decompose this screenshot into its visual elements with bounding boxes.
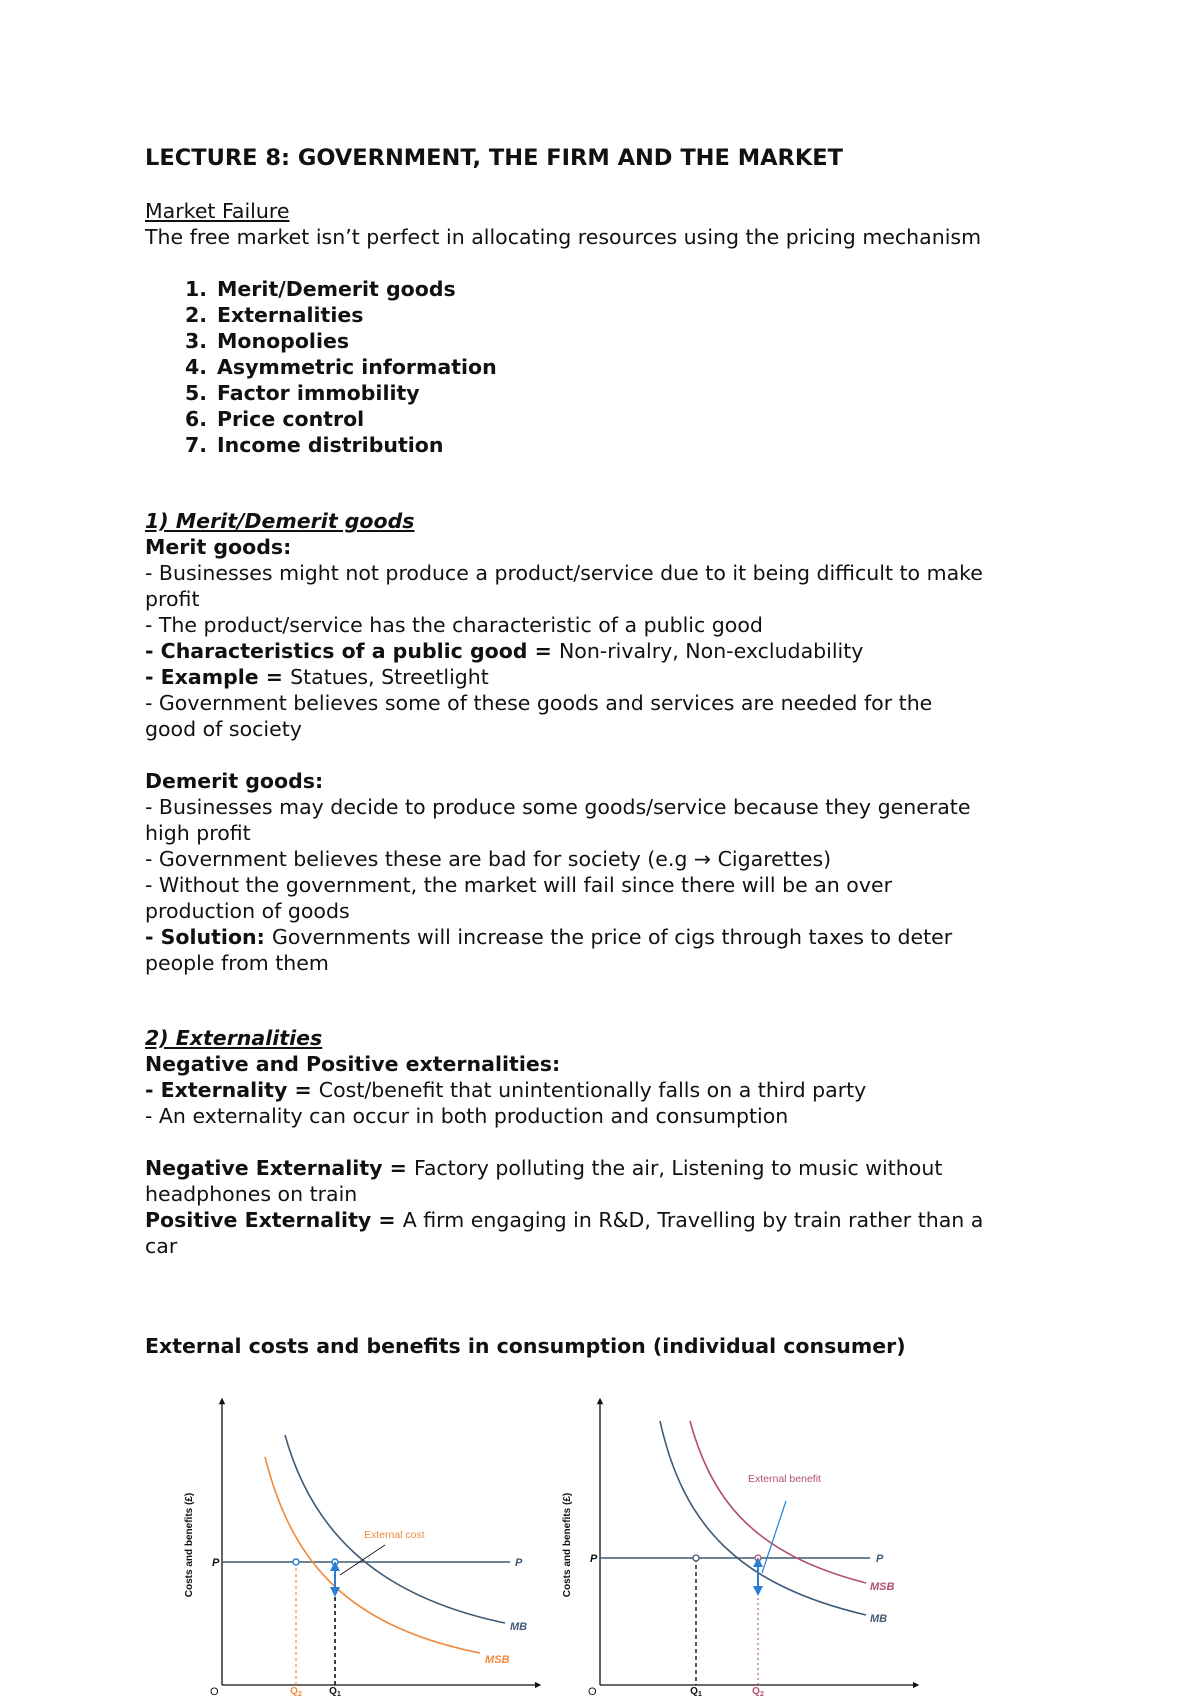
demerit-line: people from them [145, 951, 329, 975]
list-item: 5. Factor immobility [184, 381, 420, 405]
price-label: P [590, 1553, 598, 1565]
merit-line: profit [145, 587, 200, 611]
external-benefit-annotation: External benefit [748, 1473, 821, 1485]
list-item: 3. Monopolies [184, 329, 350, 353]
externality-line: - An externality can occur in both production and consumption [145, 1104, 789, 1128]
price-line-label: P [515, 1557, 523, 1569]
merit-goods-subheading: Merit goods: [145, 535, 292, 559]
mb-label: MB [870, 1613, 888, 1625]
price-line-label: P [876, 1553, 884, 1565]
price-label: P [212, 1557, 220, 1569]
x-tick-label: $Q_2$ [752, 1686, 764, 1696]
negative-externality-line: Negative Externality = Factory polluting the air, Listening to music without [145, 1156, 943, 1180]
demerit-line: production of goods [145, 899, 350, 923]
merit-line: - Characteristics of a public good = Non-rivalry, Non-excludability [145, 639, 864, 663]
list-item: 4. Asymmetric information [184, 355, 497, 379]
msb-curve [265, 1457, 480, 1653]
external-cost-annotation: External cost [364, 1529, 425, 1541]
demerit-line: - Businesses may decide to produce some goods/service because they generate [145, 795, 971, 819]
msb-label: MSB [870, 1581, 895, 1593]
demerit-line: - Without the government, the market will fail since there will be an over [145, 873, 893, 897]
market-failure-heading: Market Failure [145, 199, 290, 223]
merit-line: good of society [145, 717, 302, 741]
demerit-goods-subheading: Demerit goods: [145, 769, 324, 793]
mb-p-intersection [693, 1555, 699, 1561]
external-cost-chart [170, 1395, 550, 1696]
externalities-subheading: Negative and Positive externalities: [145, 1052, 561, 1076]
merit-line: - The product/service has the characteristic of a public good [145, 613, 763, 637]
merit-line: - Businesses might not produce a product/service due to it being difficult to make [145, 561, 983, 585]
negative-externality-line: headphones on train [145, 1182, 358, 1206]
mb-p-intersection [332, 1559, 338, 1565]
y-axis-label: Costs and benefits (£) [184, 1492, 195, 1598]
market-failure-intro: The free market isn’t perfect in allocating resources using the pricing mechanism [145, 225, 982, 249]
positive-externality-line: Positive Externality = A firm engaging in R&D, Travelling by train rather than a [145, 1208, 984, 1232]
demerit-line: - Government believes these are bad for society (e.g → Cigarettes) [145, 847, 832, 871]
list-item: 1. Merit/Demerit goods [184, 277, 456, 301]
x-tick-label: $Q_2$ [290, 1686, 302, 1696]
msb-p-intersection [755, 1555, 761, 1561]
demerit-line: - Solution: Governments will increase the price of cigs through taxes to deter [145, 925, 953, 949]
merit-line: - Government believes some of these goods and services are needed for the [145, 691, 933, 715]
page-title: LECTURE 8: GOVERNMENT, THE FIRM AND THE MARKET [145, 145, 843, 171]
x-tick-label: $Q_1$ [690, 1686, 702, 1696]
msb-p-intersection [293, 1559, 299, 1565]
list-item: 6. Price control [184, 407, 365, 431]
x-tick-label: $Q_1$ [329, 1686, 341, 1696]
origin-label: O [588, 1686, 597, 1696]
list-item: 7. Income distribution [184, 433, 444, 457]
origin-label: O [210, 1686, 219, 1696]
annotation-pointer [762, 1501, 786, 1573]
annotation-pointer [340, 1545, 385, 1575]
mb-curve [660, 1421, 866, 1615]
list-item: 2. Externalities [184, 303, 364, 327]
figure-caption: External costs and benefits in consumption (individual consumer) [145, 1334, 906, 1358]
externalities-section-heading: 2) Externalities [145, 1026, 323, 1050]
merit-section-heading: 1) Merit/Demerit goods [145, 509, 415, 533]
positive-externality-line: car [145, 1234, 178, 1258]
external-benefit-chart [548, 1395, 928, 1696]
mb-label: MB [510, 1621, 528, 1633]
merit-line: - Example = Statues, Streetlight [145, 665, 489, 689]
demerit-line: high profit [145, 821, 251, 845]
msb-label: MSB [485, 1654, 510, 1666]
market-failure-list [145, 276, 497, 458]
y-axis-label: Costs and benefits (£) [562, 1492, 573, 1598]
externality-line: - Externality = Cost/benefit that unintentionally falls on a third party [145, 1078, 867, 1102]
